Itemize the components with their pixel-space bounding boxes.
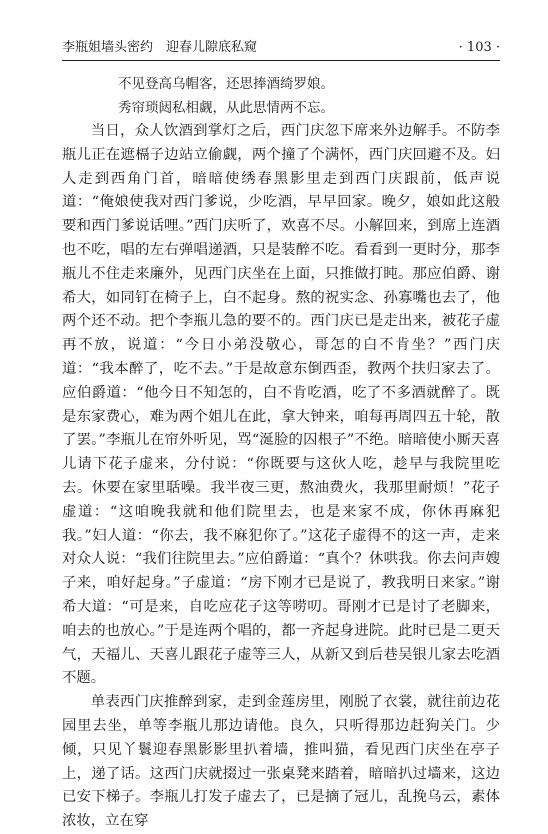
page-number: · 103 ·: [458, 40, 500, 55]
paragraph: 单表西门庆推醉到家，走到金莲房里，刚脱了衣裳，就往前边花园里去坐，单等李瓶儿那边请他。良久，只听得那边赶狗关门。少倾，只见丫鬟迎春黑影影里扒着墙，推叫猫，看见西门庆坐在亭子上，递了话。这西门庆就掇过一张桌凳来踏着，暗暗扒过墙来，这边已安下梯子。李瓶儿打发子虚去了，已是摘了冠儿，乱挽乌云，素体浓妆，立在穿: [62, 694, 500, 830]
paragraph: 当日，众人饮酒到掌灯之后，西门庆忽下席来外边解手。不防李瓶儿正在遮槅子边站立偷觑，两个撞了个满怀，西门庆回避不及。妇人走到西角门首，暗暗使绣春黑影里走到西门庆跟前，低声说道：“俺娘使我对西门爹说，少吃酒，早早回家。晚夕，娘如此这般要和西门爹说话哩。”西门庆听了，欢喜不尽。小解回来，到席上连酒也不吃，唱的左右弹唱递酒，只是装醉不吃。看看到一更时分，那李瓶儿不住走来廉外，见西门庆坐在上面，只推做打盹。那应伯爵、谢希大，如同钉在椅子上，白不起身。熬的祝实念、孙寡嘴也去了，他两个还不动。把个李瓶儿急的要不的。西门庆已是走出来，被花子虚再不放，说道：“今日小弟没敬心，哥怎的白不肯坐？”西门庆道：“我本醉了，吃不去。”于是故意东倒西歪，教两个扶归家去了。应伯爵道：“他今日不知怎的，白不肯吃酒，吃了不多酒就醉了。既是东家费心，难为两个姐儿在此，拿大钟来，咱每再周四五十轮，散了罢。”李瓶儿在帘外听见，骂“涎脸的囚根子”不绝。暗暗使小厮天喜儿请下花子虚来，分付说：“你既要与这伙人吃，趁早与我院里吃去。休要在家里聒噪。我半夜三更，熬油费火，我那里耐烦！”花子虚道：“这咱晚我就和他们院里去，也是来家不成，你休再麻犯我。”妇人道：“你去，我不麻犯你了。”这花子虚得不的这一声，走来对众人说：“我们往院里去。”应伯爵道：“真个？休哄我。你去问声嫂子来，咱好起身。”子虚道：“房下刚才已是说了，教我明日来家。”谢希大道：“可是来，自吃应花子这等唠叨。哥刚才已是讨了老脚来，咱去的也放心。”于是连两个唱的，都一齐起身进院。此时已是二更天气，天福儿、天喜儿跟花子虚等三人，从新又到后巷吴银儿家去吃酒不题。: [62, 123, 500, 687]
header-rule: [62, 60, 500, 61]
poem-line: 秀帘琐闼私相觑，从此思情两不忘。: [118, 100, 334, 116]
page-body: [62, 72, 500, 834]
poem-line: 不见登高乌帽客，还思捧酒绮罗娘。: [118, 76, 334, 92]
running-title: 李瓶姐墙头密约 迎春儿隙底私窥: [62, 40, 258, 55]
running-header: [62, 38, 500, 58]
